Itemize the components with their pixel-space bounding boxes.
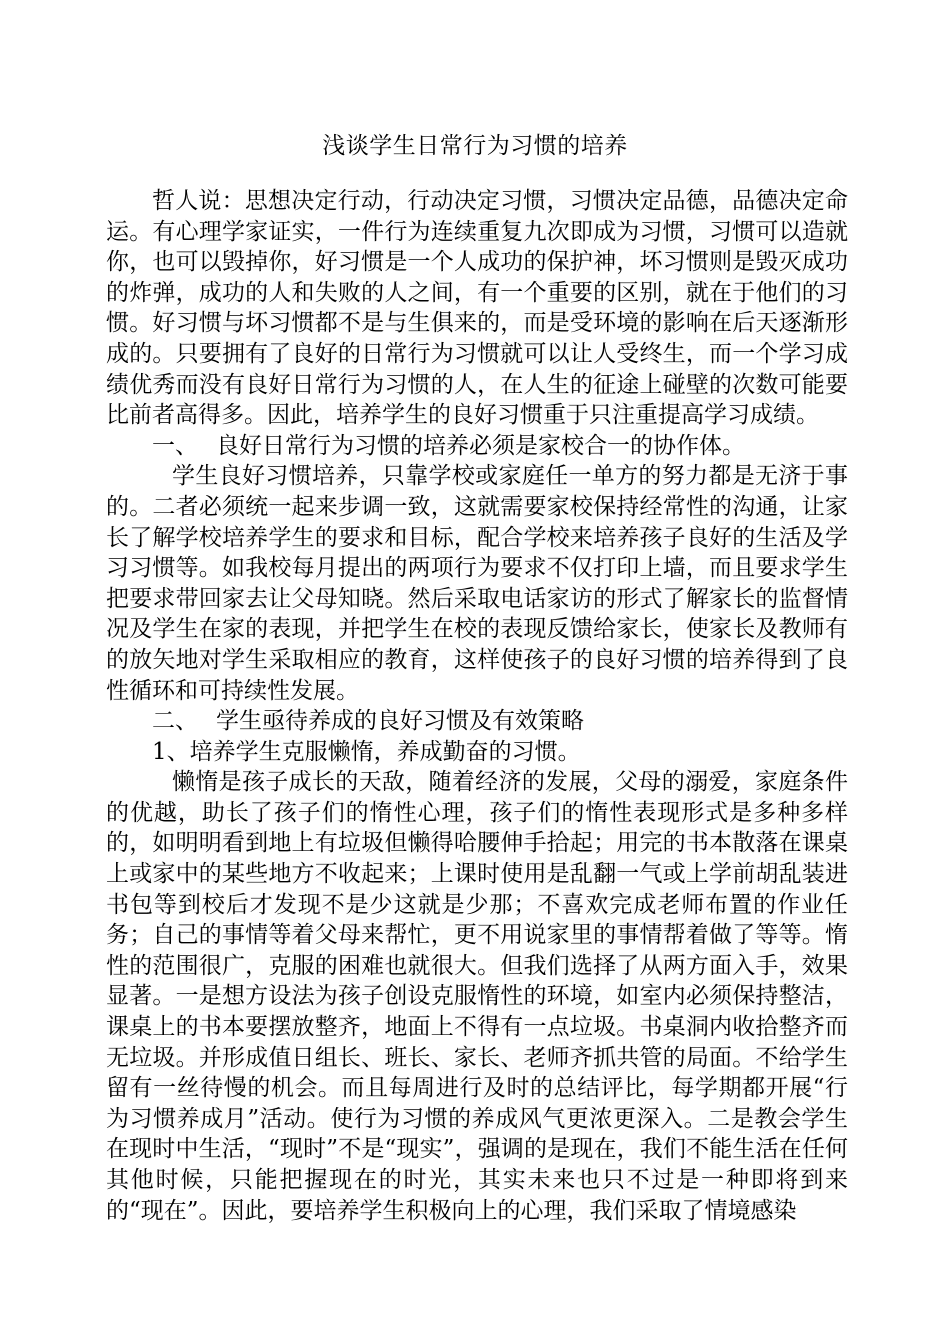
section-number-1: 一、 — [152, 432, 198, 459]
section-heading-1 — [106, 431, 848, 462]
subsection-paragraph-1: 懒惰是孩子成长的天敌，随着经济的发展，父母的溺爱，家庭条件的优越，助长了孩子们的惰性心理，孩子们的惰性表现形式是多种多样的，如明明看到地上有垃圾但懒得哈腰伸手拾起；用完的书本散落在课桌上或家中的某些地方不收起来；上课时使用是乱翻一气或上学前胡乱装进书包等到校后才发现不是少这就是少那；不喜欢完成老师布置的作业任务；自己的事情等着父母来帮忙，更不用说家里的事情帮着做了等等。惰性的范围很广，克服的困难也就很大。但我们选择了从两方面入手，效果显著。一是想方设法为孩子创设克服惰性的环境，如室内必须保持整洁，课桌上的书本要摆放整齐，地面上不得有一点垃圾。书桌洞内收拾整齐而无垃圾。并形成值日组长、班长、家长、老师齐抓共管的局面。不给学生留有一丝待慢的机会。而且每周进行及时的总结评比，每学期都开展“行为习惯养成月”活动。使行为习惯的养成风气更浓更深入。二是教会学生在现时中生活，“现时”不是“现实”，强调的是现在，我们不能生活在任何其他时候，只能把握现在的时光，其实未来也只不过是一种即将到来的“现在”。因此，要培养学生积极向上的心理，我们采取了情境感染 — [106, 769, 848, 1224]
section-heading-2 — [106, 706, 848, 737]
subsection-heading-1: 1、培养学生克服懒惰，养成勤奋的习惯。 — [152, 738, 581, 765]
document-title: 浅谈学生日常行为习惯的培养 — [322, 133, 628, 159]
intro-paragraph: 哲人说：思想决定行动，行动决定习惯，习惯决定品德，品德决定命运。有心理学家证实，一件行为连续重复九次即成为习惯，习惯可以造就你，也可以毁掉你，好习惯是一个人成功的保护神，坏习惯则是毁灭成功的炸弹，成功的人和失败的人之间，有一个重要的区别，就在于他们的习惯。好习惯与坏习惯都不是与生俱来的，而是受环境的影响在后天逐渐形成的。只要拥有了良好的日常行为习惯就可以让人受终生，而一个学习成绩优秀而没有良好日常行为习惯的人，在人生的征途上碰壁的次数可能要比前者高得多。因此，培养学生的良好习惯重于只注重提高学习成绩。 — [106, 188, 848, 429]
section-paragraph-1: 学生良好习惯培养，只靠学校或家庭任一单方的努力都是无济于事的。二者必须统一起来步调一致，这就需要家校保持经常性的沟通，让家长了解学校培养学生的要求和目标，配合学校来培养孩子良好的生活及学习习惯等。如我校每月提出的两项行为要求不仅打印上墙，而且要求学生把要求带回家去让父母知晓。然后采取电话家访的形式了解家长的监督情况及学生在家的表现，并把学生在校的表现反馈给家长，使家长及教师有的放矢地对学生采取相应的教育，这样使孩子的良好习惯的培养得到了良性循环和可持续性发展。 — [106, 463, 848, 704]
section-title-1: 良好日常行为习惯的培养必须是家校合一的协作体。 — [216, 432, 745, 459]
section-title-2: 学生亟待养成的良好习惯及有效策略 — [216, 708, 584, 735]
document-body — [106, 186, 848, 1226]
section-number-2: 二、 — [152, 708, 198, 735]
